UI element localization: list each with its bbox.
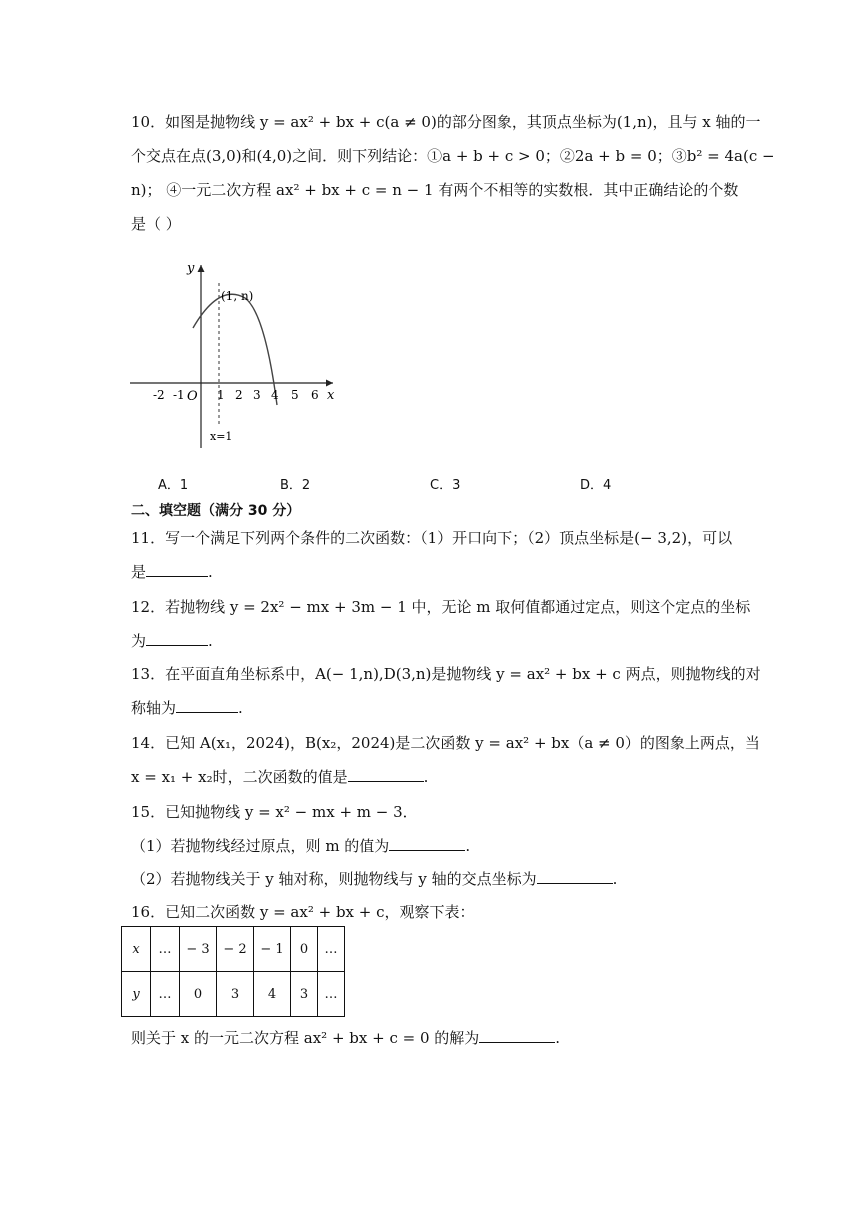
- q12-line-1: 12．若抛物线 y = 2x² − mx + 3m − 1 中，无论 m 取何值都通过定点，则这个定点的坐标: [131, 598, 751, 616]
- q11-line-2: [131, 562, 731, 582]
- table-cell: …: [318, 972, 345, 1017]
- tick-label: 2: [235, 388, 243, 402]
- q15-part1-suffix: .: [465, 837, 471, 855]
- answer-blank[interactable]: [479, 1028, 555, 1043]
- q14-suffix: .: [423, 768, 429, 786]
- option-c[interactable]: C．3: [430, 478, 461, 493]
- q10-line-2: 个交点在点(3,0)和(4,0)之间．则下列结论：①a + b + c > 0；②2a + b = 0；③b² = 4a(c −: [131, 147, 775, 165]
- q12-prefix: 为: [131, 632, 147, 650]
- q10-line-3: n)； ④一元二次方程 ax² + bx + c = n − 1 有两个不相等的实数根．其中正确结论的个数: [131, 181, 739, 199]
- table-cell: y: [122, 972, 151, 1017]
- vertex-label: (1, n): [221, 289, 254, 303]
- q14-line-2: [131, 767, 731, 787]
- q11-prefix: 是: [131, 563, 147, 581]
- tick-label: 5: [291, 388, 299, 402]
- q10-line-4: 是（ ）: [131, 215, 181, 233]
- q14-line-1: 14．已知 A(x₁，2024)，B(x₂，2024)是二次函数 y = ax² + bx（a ≠ 0）的图象上两点，当: [131, 734, 760, 752]
- tick-label: -1: [173, 388, 185, 402]
- q13-suffix: .: [238, 699, 243, 717]
- table-row: [122, 927, 345, 972]
- q15-part2-suffix: .: [612, 870, 618, 888]
- table-cell: 3: [291, 972, 318, 1017]
- table-cell: − 2: [217, 927, 254, 972]
- section-title: 二、填空题（满分 30 分）: [131, 503, 301, 519]
- table-cell: 0: [291, 927, 318, 972]
- q10-line-1: 10．如图是抛物线 y = ax² + bx + c(a ≠ 0)的部分图象，其顶点坐标为(1,n)，且与 x 轴的一: [131, 113, 761, 131]
- q15-line-1: 15．已知抛物线 y = x² − mx + m − 3．: [131, 803, 418, 821]
- x-axis-label: x: [327, 388, 335, 403]
- symmetry-label: x=1: [210, 430, 233, 443]
- y-axis-label: y: [187, 261, 195, 276]
- tick-label: 6: [311, 388, 319, 402]
- table-cell: − 3: [180, 927, 217, 972]
- q16-after-line: [131, 1027, 560, 1048]
- option-d[interactable]: D．4: [580, 478, 612, 493]
- q12-suffix: .: [208, 632, 213, 650]
- table-cell: 0: [180, 972, 217, 1017]
- answer-blank[interactable]: [176, 698, 238, 713]
- table-cell: …: [318, 927, 345, 972]
- option-a[interactable]: A．1: [158, 478, 189, 493]
- tick-label: 3: [253, 388, 261, 402]
- answer-blank[interactable]: [389, 836, 465, 851]
- q16-line-1: 16．已知二次函数 y = ax² + bx + c，观察下表：: [131, 903, 475, 921]
- table-cell: 3: [217, 972, 254, 1017]
- origin-label: O: [187, 389, 198, 404]
- q15-part2-prefix: （2）若抛物线关于 y 轴对称，则抛物线与 y 轴的交点坐标为: [131, 870, 537, 888]
- table-cell: …: [151, 927, 180, 972]
- q15-part1-prefix: （1）若抛物线经过原点，则 m 的值为: [131, 837, 390, 855]
- q15-part-1: [131, 836, 731, 856]
- q11-line-1: 11．写一个满足下列两个条件的二次函数：（1）开口向下；（2）顶点坐标是(− 3,2)，可以: [131, 529, 733, 547]
- q16-after-suffix: .: [555, 1029, 561, 1047]
- q12-line-2: [131, 631, 731, 651]
- values-table: [121, 926, 345, 1017]
- answer-blank[interactable]: [146, 631, 208, 646]
- tick-label: 4: [271, 388, 279, 402]
- option-b[interactable]: B．2: [280, 478, 311, 493]
- tick-label: -2: [153, 388, 165, 402]
- answer-blank[interactable]: [146, 562, 208, 577]
- table-cell: − 1: [254, 927, 291, 972]
- q13-line-1: 13．在平面直角坐标系中，A(− 1,n),D(3,n)是抛物线 y = ax² + bx + c 两点，则抛物线的对: [131, 665, 761, 683]
- q16-after-prefix: 则关于 x 的一元二次方程 ax² + bx + c = 0 的解为: [131, 1029, 480, 1047]
- q13-line-2: [131, 698, 731, 718]
- tick-label: 1: [217, 388, 225, 402]
- answer-blank[interactable]: [348, 767, 424, 782]
- q14-prefix: x = x₁ + x₂时，二次函数的值是: [131, 768, 348, 786]
- q13-prefix: 称轴为: [131, 699, 177, 717]
- table-cell: 4: [254, 972, 291, 1017]
- answer-blank[interactable]: [537, 869, 613, 884]
- table-cell: …: [151, 972, 180, 1017]
- q15-part-2: [131, 869, 731, 889]
- parabola-graph: [125, 255, 345, 455]
- q11-suffix: .: [208, 563, 213, 581]
- table-cell: x: [122, 927, 151, 972]
- table-row: [122, 972, 345, 1017]
